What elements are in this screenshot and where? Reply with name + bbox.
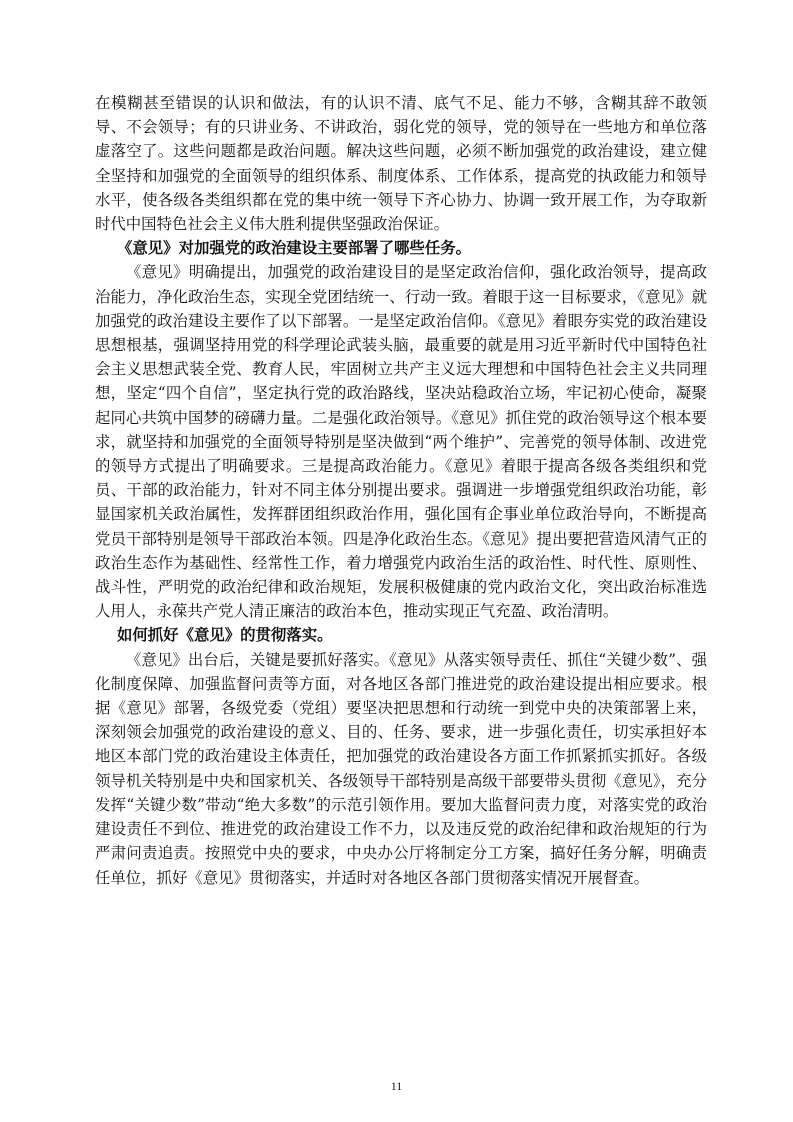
section-heading-implementation: 如何抓好《意见》的贯彻落实。 [117,626,333,645]
document-body [95,91,707,890]
paragraph-implementation: 《意见》出台后，关键是要抓好落实。《意见》从落实领导责任、抓住“关键少数”、强化制度保障、加强监督问责等方面，对各地区各部门推进党的政治建设提出相应要求。根据《意见》部署，各级党委（党组）要坚决把思想和行动统一到党中央的决策部署上来，深刻领会加强党的政治建设的意义、目的、任务、要求，进一步强化责任，切实承担好本地区本部门党的政治建设主体责任，把加强党的政治建设各方面工作抓紧抓实抓好。各级领导机关特别是中央和国家机关、各级领导干部特别是高级干部要带头贯彻《意见》，充分发挥“关键少数”带动“绝大多数”的示范引领作用。要加大监督问责力度，对落实党的政治建设责任不到位、推进党的政治建设工作不力，以及违反党的政治纪律和政治规矩的行为严肃问责追责。按照党中央的要求，中央办公厅将制定分工方案，搞好任务分解，明确责任单位，抓好《意见》贯彻落实，并适时对各地区各部门贯彻落实情况开展督查。 [95,650,707,887]
paragraph-intro: 在模糊甚至错误的认识和做法，有的认识不清、底气不足、能力不够，含糊其辞不敢领导、不会领导；有的只讲业务、不讲政治，弱化党的领导，党的领导在一些地方和单位落虚落空了。这些问题都是政治问题。解决这些问题，必须不断加强党的政治建设，建立健全坚持和加强党的全面领导的组织体系、制度体系、工作体系，提高党的执政能力和领导水平，使各级各类组织都在党的集中统一领导下齐心协力、协调一致开展工作，为夺取新时代中国特色社会主义伟大胜利提供坚强政治保证。 [95,94,707,234]
page-number: 11 [390,1079,403,1093]
section-heading-tasks: 《意见》对加强党的政治建设主要部署了哪些任务。 [117,239,471,258]
paragraph-tasks: 《意见》明确提出，加强党的政治建设目的是坚定政治信仰，强化政治领导，提高政治能力，净化政治生态，实现全党团结统一、行动一致。着眼于这一目标要求，《意见》就加强党的政治建设主要作了以下部署。一是坚定政治信仰。《意见》着眼夯实党的政治建设思想根基，强调坚持用党的科学理论武装头脑，最重要的就是用习近平新时代中国特色社会主义思想武装全党、教育人民，牢固树立共产主义远大理想和中国特色社会主义共同理想，坚定“四个自信”，坚定执行党的政治路线，坚决站稳政治立场，牢记初心使命，凝聚起同心共筑中国梦的磅礴力量。二是强化政治领导。《意见》抓住党的政治领导这个根本要求，就坚持和加强党的全面领导特别是坚决做到“两个维护”、完善党的领导体制、改进党的领导方式提出了明确要求。三是提高政治能力。《意见》着眼于提高各级各类组织和党员、干部的政治能力，针对不同主体分别提出要求。强调进一步增强党组织政治功能，彰显国家机关政治属性，发挥群团组织政治作用，强化国有企事业单位政治导向，不断提高党员干部特别是领导干部政治本领。四是净化政治生态。《意见》提出要把营造风清气正的政治生态作为基础性、经常性工作，着力增强党内政治生活的政治性、时代性、原则性、战斗性，严明党的政治纪律和政治规矩，发展积极健康的党内政治文化，突出政治标准选人用人，永葆共产党人清正廉洁的政治本色，推动实现正气充盈、政治清明。 [95,263,707,621]
